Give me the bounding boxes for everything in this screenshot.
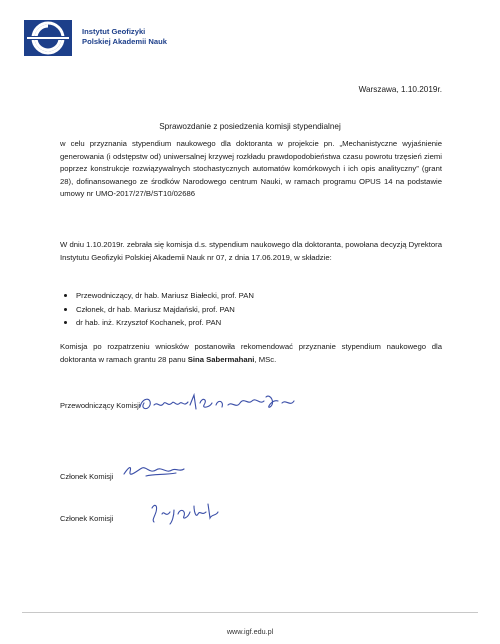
chair-signature <box>136 391 316 417</box>
member2-signature <box>148 500 228 526</box>
decision-text: Komisja po rozpatrzeniu wniosków postanowiła rekomendować przyznanie stypendium naukowego dla doktoranta w ramach grantu 28 panu <box>60 342 442 364</box>
committee-paragraph: W dniu 1.10.2019r. zebrała się komisja d.s. stypendium naukowego dla doktoranta, powołana decyzją Dyrektora Instytutu Geofizyki Polskiej Akademii Nauk nr 07, z dnia 17.06.2019, w składzie: <box>60 240 442 262</box>
member-item: Członek, dr hab. Mariusz Majdański, prof. PAN <box>60 303 440 317</box>
member-item: Przewodniczący, dr hab. Mariusz Białecki, prof. PAN <box>60 289 440 303</box>
project-paragraph: w celu przyznania stypendium naukowego dla doktoranta w projekcie pn. „Mechanistyczne wyjaśnienie generowania (i odstępstw od) uniwersalnej krzywej rozkładu prawdopodobieństwa czasu powrotu trzęsień ziemi poprzez konstrukcje rozwiązywalnych stochastycznych automatów komórkowych i ich opis analityczny” (grant 28), dofinansowanego ze środków Narodowego centrum Nauki, w ramach programu OPUS 14 na podstawie umowy nr UMO-2017/27/B/ST10/02686 <box>60 139 442 199</box>
member2-signature-label: Członek Komisji <box>60 514 114 523</box>
committee-members-list <box>60 289 440 330</box>
chair-signature-label: Przewodniczący Komisji <box>60 401 141 410</box>
institute-name-line1: Instytut Geofizyki <box>82 27 146 36</box>
decision-suffix: , MSc. <box>254 354 277 364</box>
igf-logo <box>24 20 72 56</box>
candidate-name: Sina Sabermahani <box>187 354 255 364</box>
member-item: dr hab. inż. Krzysztof Kochanek, prof. PAN <box>60 316 440 330</box>
footer-divider <box>22 612 478 613</box>
institute-name <box>82 27 167 47</box>
decision-paragraph <box>60 341 442 366</box>
member1-signature-row <box>60 472 113 481</box>
chair-signature-row <box>60 401 140 410</box>
document-title: Sprawozdanie z posiedzenia komisji stypendialnej <box>159 122 341 131</box>
institute-name-line2: Polskiej Akademii Nauk <box>82 37 167 46</box>
document-date: Warszawa, 1.10.2019r. <box>358 85 442 94</box>
member1-signature-label: Członek Komisji <box>60 472 114 481</box>
footer-website[interactable]: www.igf.edu.pl <box>226 627 274 636</box>
member1-signature <box>120 458 200 482</box>
member2-signature-row <box>60 514 113 523</box>
